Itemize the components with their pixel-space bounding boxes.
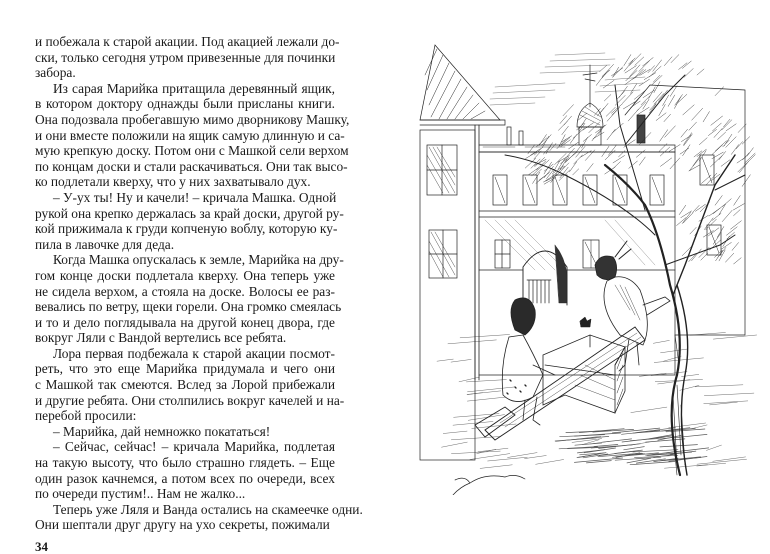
foliage-stroke xyxy=(660,158,671,167)
text-line: один разок качнемся, а потом всех по очереди, всех xyxy=(35,470,335,486)
foliage-stroke xyxy=(611,104,622,113)
foliage-stroke xyxy=(671,55,679,63)
foliage-stroke xyxy=(560,116,567,124)
foliage-stroke xyxy=(682,61,691,68)
foliage-stroke xyxy=(682,245,693,256)
ground-stroke xyxy=(442,442,468,447)
seesaw-board xyxy=(475,327,645,440)
text-line: ски, только сегодня утром привезенные для починки xyxy=(35,49,336,65)
ground-stroke xyxy=(468,387,515,392)
text-line: и они вместе положили на ящик самую длинную и са- xyxy=(35,127,345,143)
foliage-stroke xyxy=(606,107,615,116)
foliage-stroke xyxy=(712,123,721,131)
ground-stroke xyxy=(653,340,669,343)
paragraph xyxy=(35,252,344,346)
foliage-stroke xyxy=(683,105,694,115)
foliage-stroke xyxy=(604,95,611,101)
ground-stroke xyxy=(536,460,564,465)
sky-hatching xyxy=(490,53,645,105)
foliage-stroke xyxy=(668,95,675,106)
foliage-stroke xyxy=(723,119,730,127)
foliage-stroke xyxy=(634,90,646,99)
foliage-stroke xyxy=(593,132,604,139)
text-line: пила в лавочке для деда. xyxy=(35,236,175,252)
foliage-stroke xyxy=(603,64,614,76)
page-number: 34 xyxy=(35,539,48,554)
foliage-stroke xyxy=(675,95,683,106)
foliage-stroke xyxy=(726,124,736,131)
foliage-stroke xyxy=(733,204,744,210)
foliage-stroke xyxy=(600,65,607,71)
foliage-stroke xyxy=(634,93,644,103)
ground-stroke xyxy=(480,465,512,469)
shadow-stroke xyxy=(565,436,609,440)
foliage-stroke xyxy=(569,162,576,172)
text-line: Когда Машка опускалась к земле, Марийка на дру- xyxy=(53,252,344,268)
paragraph xyxy=(35,424,335,440)
foliage-stroke xyxy=(605,150,615,160)
foliage-stroke xyxy=(660,147,670,156)
foliage-stroke xyxy=(715,87,724,96)
wooden-box xyxy=(543,335,625,413)
foliage-stroke xyxy=(684,69,693,78)
foliage-stroke xyxy=(664,114,671,122)
foliage-stroke xyxy=(736,142,743,149)
ground-stroke xyxy=(460,335,510,338)
text-line: с Машкой так смеются. Вслед за Лорой прибежали xyxy=(35,377,335,393)
foliage-stroke xyxy=(542,136,549,148)
foliage-stroke xyxy=(719,204,726,215)
foliage-stroke xyxy=(689,159,699,171)
ground-stroke xyxy=(525,456,547,459)
foliage-stroke xyxy=(649,104,655,113)
foliage-stroke xyxy=(731,145,738,155)
foliage-stroke xyxy=(636,150,645,157)
text-line: на такую высоту, что было страшно глядеть. – Еще xyxy=(35,455,335,471)
foliage-stroke xyxy=(684,133,692,145)
foliage-stroke xyxy=(656,113,666,121)
text-line: ко подлетали кверху, что у них захватывало дух. xyxy=(35,174,311,190)
text-line: и то и дело поглядывала на другой конец двора, где xyxy=(35,314,335,330)
text-line: – У-ух ты! Ну и качели! – кричала Машка. Одной xyxy=(53,189,337,205)
text-line: в котором доктору однажды были присланы книги. xyxy=(35,96,335,112)
foliage-stroke xyxy=(576,144,583,153)
foliage-stroke xyxy=(734,210,741,216)
text-line: по концам доски и стали раскачиваться. Они так высо- xyxy=(35,158,348,174)
foliage-stroke xyxy=(734,258,742,264)
foliage-stroke xyxy=(639,61,650,72)
foliage-stroke xyxy=(607,129,615,140)
foliage-stroke xyxy=(625,66,636,73)
artist-signature xyxy=(453,475,525,495)
text-line: и другие ребята. Они столпились вокруг качелей и на- xyxy=(35,392,345,408)
foliage-stroke xyxy=(732,243,739,251)
text-line: Они шептали друг другу на ухо секреты, пожимали xyxy=(35,517,330,533)
paragraph xyxy=(35,80,350,190)
shadow-stroke xyxy=(560,435,605,437)
ground-stroke xyxy=(459,377,479,382)
text-line: кой прижимала к груди копченую воблу, которую ку- xyxy=(35,221,338,237)
text-line: Из сарая Марийка притащила деревянный ящик, xyxy=(53,80,335,96)
ground-stroke xyxy=(451,451,500,454)
foliage-stroke xyxy=(692,108,703,120)
foliage-stroke xyxy=(710,156,722,167)
foliage-stroke xyxy=(712,145,723,155)
foliage-stroke xyxy=(742,175,750,187)
foliage-stroke xyxy=(725,253,733,262)
foliage-stroke xyxy=(701,175,711,183)
ground-stroke xyxy=(682,374,699,376)
ground-stroke xyxy=(466,380,506,382)
foliage-stroke xyxy=(724,134,732,146)
foliage-stroke xyxy=(619,86,627,97)
foliage-stroke xyxy=(562,126,569,135)
text-line: гом конце доски подлетала кверху. Она теперь уже xyxy=(35,267,335,283)
foliage-stroke xyxy=(573,169,579,175)
ground-stroke xyxy=(631,407,667,413)
girl-standing xyxy=(595,241,670,371)
foliage-stroke xyxy=(723,199,732,207)
shadow-stroke xyxy=(575,443,602,445)
foliage-stroke xyxy=(664,57,672,66)
foliage-stroke xyxy=(697,149,706,156)
foliage-stroke xyxy=(611,68,622,76)
foliage-stroke xyxy=(742,137,750,145)
paragraph xyxy=(35,439,335,501)
body-text xyxy=(35,34,363,533)
foliage-stroke xyxy=(681,211,692,218)
ground-stroke xyxy=(451,359,471,362)
foliage-stroke xyxy=(592,130,601,141)
foliage-stroke xyxy=(600,103,608,113)
shadow-stroke xyxy=(624,447,645,450)
shadow-stroke xyxy=(577,450,604,453)
foliage-stroke xyxy=(670,86,677,97)
courtyard-seesaw-illustration xyxy=(415,35,760,495)
foliage-stroke xyxy=(695,226,702,236)
foliage-stroke xyxy=(739,161,748,173)
foliage-stroke xyxy=(693,205,700,212)
foliage-stroke xyxy=(708,129,716,135)
foliage-stroke xyxy=(629,54,641,66)
foliage-stroke xyxy=(629,161,638,168)
girl-sitting xyxy=(502,298,555,425)
foliage-stroke xyxy=(712,213,721,220)
text-line: по очереди пустим!.. Нам не жалко... xyxy=(35,486,246,502)
foliage-stroke xyxy=(722,120,732,130)
foliage-stroke xyxy=(603,80,614,88)
foliage-stroke xyxy=(532,166,543,176)
ground-stroke xyxy=(661,349,688,353)
foliage-stroke xyxy=(652,75,662,84)
foliage-stroke xyxy=(718,132,726,139)
foliage-stroke xyxy=(699,138,707,145)
ground-stroke xyxy=(467,397,505,401)
foliage-stroke xyxy=(582,137,588,148)
foliage-stroke xyxy=(643,58,654,67)
foliage-stroke xyxy=(722,210,732,222)
text-line: рукой она крепко держалась за край доски, другой ру- xyxy=(35,205,344,221)
foliage-stroke xyxy=(709,208,720,216)
foliage-stroke xyxy=(713,234,720,245)
text-line: Она подозвала пробегавшую мимо дворникову Машку, xyxy=(35,111,350,127)
foliage-stroke xyxy=(526,153,536,159)
text-line: вевались по ветру, щеки горели. Она громко смеялась xyxy=(35,299,342,315)
paragraph xyxy=(35,501,363,533)
foliage-stroke xyxy=(683,213,693,223)
foliage-stroke xyxy=(551,173,558,183)
foliage-stroke xyxy=(697,69,704,75)
paragraph xyxy=(35,345,345,424)
ground-stroke xyxy=(695,385,743,387)
ground-stroke xyxy=(508,453,538,458)
text-line: – Сейчас, сейчас! – кричала Марийка, подлетая xyxy=(53,439,335,455)
foliage-stroke xyxy=(602,71,609,79)
foliage-stroke xyxy=(581,151,592,158)
foliage-stroke xyxy=(542,135,552,146)
foliage-stroke xyxy=(689,165,700,171)
text-line: Теперь уже Ляля и Ванда остались на скамеечке одни. xyxy=(53,501,363,517)
text-line: – Марийка, дай немножко покататься! xyxy=(53,423,271,439)
foliage-stroke xyxy=(681,129,688,137)
ground-stroke xyxy=(713,335,756,339)
foliage-stroke xyxy=(528,145,535,154)
foliage-stroke xyxy=(689,122,697,130)
foliage-stroke xyxy=(711,116,723,125)
foliage-stroke xyxy=(602,146,609,156)
cat xyxy=(580,317,591,327)
foliage-stroke xyxy=(639,157,645,165)
foliage-stroke xyxy=(738,163,747,172)
foliage-stroke xyxy=(679,63,687,70)
foliage-stroke xyxy=(703,112,709,122)
foliage-stroke xyxy=(674,97,681,109)
text-line: перебой просили: xyxy=(35,408,137,424)
foliage-stroke xyxy=(706,173,717,185)
paragraph xyxy=(35,189,344,252)
right-page xyxy=(385,0,770,549)
left-building xyxy=(420,45,505,460)
text-line: забора. xyxy=(35,65,76,81)
foliage-stroke xyxy=(715,196,722,206)
foliage-stroke xyxy=(578,119,586,131)
paragraph xyxy=(35,34,340,81)
foliage-stroke xyxy=(734,196,741,206)
foliage-stroke xyxy=(679,205,686,215)
text-line: не сидела верхом, а стояла на доске. Волосы ее раз- xyxy=(35,283,335,299)
foliage-stroke xyxy=(583,135,591,142)
text-line: вокруг Ляли с Вандой вертелись все ребята. xyxy=(35,330,287,346)
foliage-stroke xyxy=(544,164,553,171)
foliage-stroke xyxy=(624,61,633,72)
foliage-stroke xyxy=(631,84,637,94)
foliage-stroke xyxy=(690,227,696,234)
shadow-stroke xyxy=(646,439,685,442)
ground-stroke xyxy=(472,424,517,428)
ground-stroke xyxy=(713,457,746,461)
foliage-stroke xyxy=(747,148,753,156)
foliage-stroke xyxy=(574,155,583,164)
shadow-stroke xyxy=(580,453,606,455)
ground-stroke xyxy=(443,431,467,433)
foliage-stroke xyxy=(683,145,690,156)
foliage-stroke xyxy=(744,153,755,163)
foliage-stroke xyxy=(563,105,574,116)
ground-stroke xyxy=(488,457,528,461)
ground-stroke xyxy=(453,422,493,426)
ground-stroke xyxy=(470,454,510,460)
ground-stroke xyxy=(669,423,706,428)
ground-stroke xyxy=(437,359,453,361)
foliage-stroke xyxy=(715,141,726,151)
ground-stroke xyxy=(704,393,754,396)
foliage-stroke xyxy=(639,79,650,86)
foliage-stroke xyxy=(626,71,637,81)
text-line: реть, что это еще Марийка придумала и чего они xyxy=(35,361,335,377)
foliage-stroke xyxy=(641,96,650,105)
text-line: мую крепкую доску. Потом они с Машкой сели верхом xyxy=(35,143,349,159)
ground-stroke xyxy=(448,340,497,344)
text-line: и побежала к старой акации. Под акацией лежали до- xyxy=(35,34,340,49)
foliage-stroke xyxy=(622,92,633,104)
foliage-stroke xyxy=(648,66,655,73)
foliage-stroke xyxy=(587,164,594,172)
foliage-stroke xyxy=(570,134,577,143)
foliage-stroke xyxy=(607,111,617,122)
foliage-stroke xyxy=(557,139,567,149)
shadow-stroke xyxy=(660,445,698,447)
foliage-stroke xyxy=(684,134,693,146)
foliage-stroke xyxy=(649,87,656,99)
text-line: Лора первая подбежала к старой акации посмот- xyxy=(53,345,335,361)
